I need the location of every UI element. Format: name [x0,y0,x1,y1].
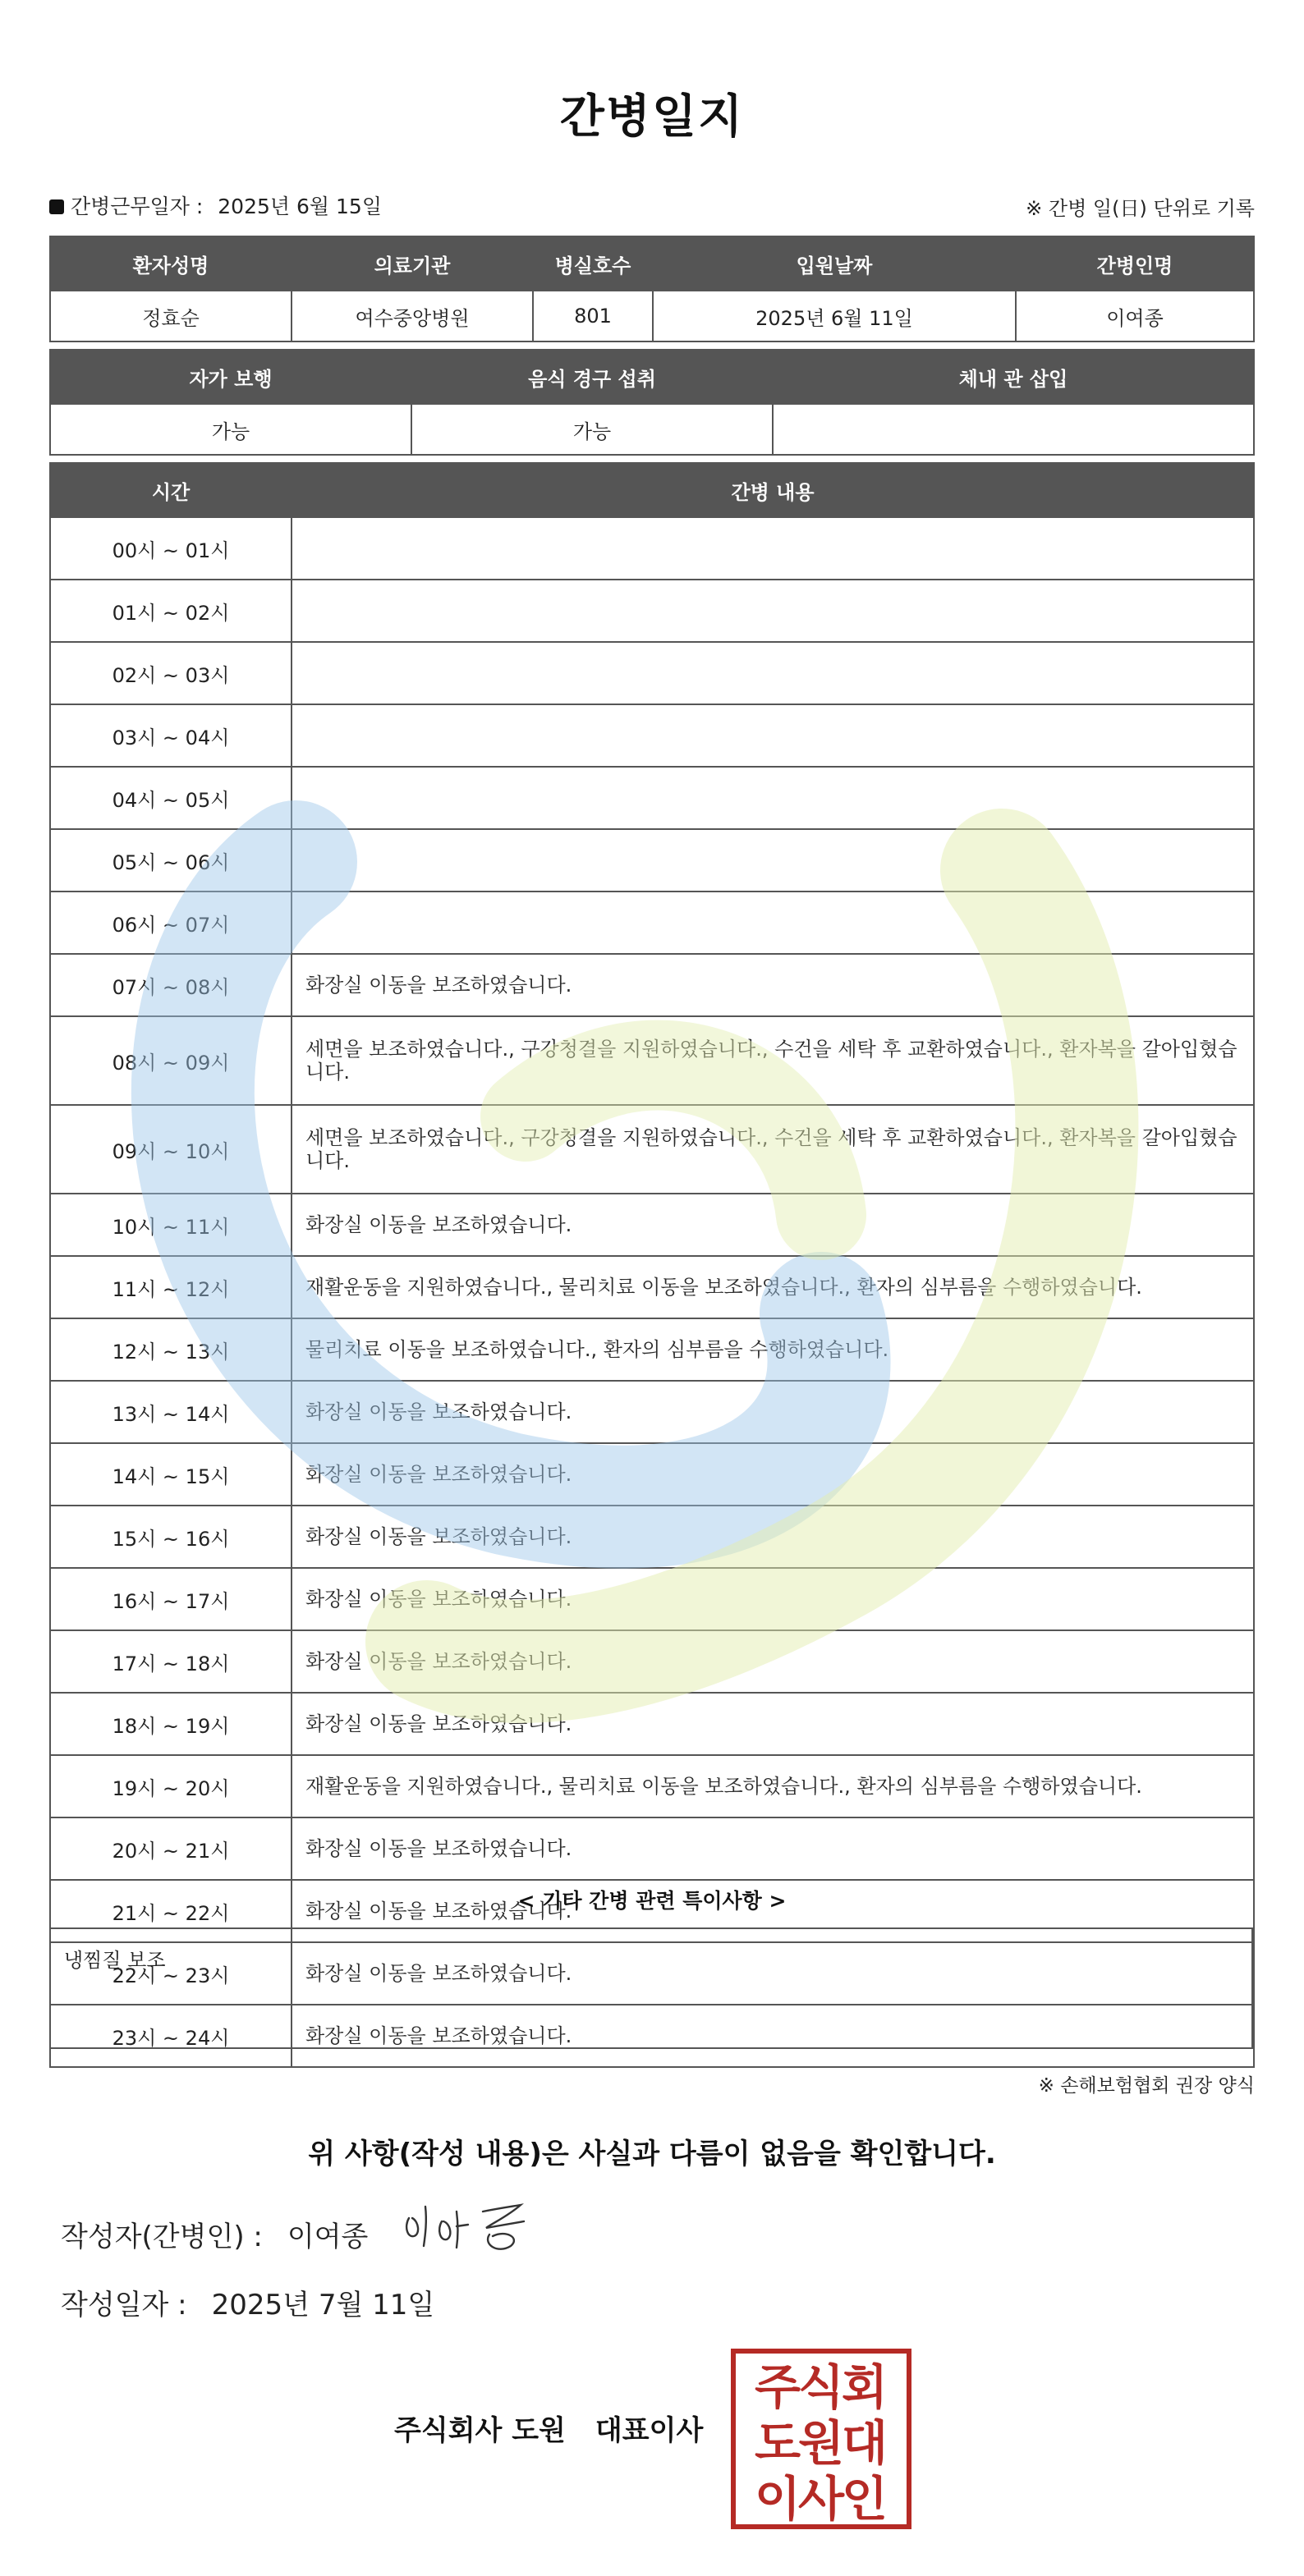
content-cell: 화장실 이동을 보조하였습니다. [292,1506,1254,1568]
special-notes-content: 냉찜질 보조 [64,1949,166,1972]
time-cell: 13시 ~ 14시 [50,1381,292,1443]
work-date-value: 2025년 6월 15일 [218,195,382,218]
content-cell: 화장실 이동을 보조하였습니다. [292,1194,1254,1256]
time-cell: 19시 ~ 20시 [50,1755,292,1817]
work-date-line [49,190,382,220]
time-cell: 07시 ~ 08시 [50,954,292,1016]
header-care-content: 간병 내용 [292,463,1254,517]
time-cell: 04시 ~ 05시 [50,767,292,829]
tube-insertion-value [773,404,1254,455]
svg-text:원: 원 [797,2415,845,2471]
content-cell [292,892,1254,954]
care-log-table [49,462,1255,2068]
header-self-walking: 자가 보행 [50,350,411,404]
content-cell [292,829,1254,892]
table-row [50,1194,1254,1256]
time-cell: 23시 ~ 24시 [50,2005,292,2067]
header-admission-date: 입원날짜 [653,236,1016,291]
svg-text:식: 식 [797,2359,845,2415]
time-cell: 11시 ~ 12시 [50,1256,292,1318]
table-row [50,704,1254,767]
header-caregiver-name: 간병인명 [1016,236,1254,291]
svg-text:도: 도 [754,2415,801,2471]
table-row [50,1318,1254,1381]
document-title: 간병일지 [559,90,745,144]
confirmation-statement: 위 사항(작성 내용)은 사실과 다름이 없음을 확인합니다. [308,2138,996,2170]
header-room-number: 병실호수 [533,236,653,291]
time-cell: 08시 ~ 09시 [50,1016,292,1105]
company-signature-line [394,2408,703,2448]
company-name: 주식회사 도원 [394,2414,566,2447]
svg-text:인: 인 [841,2471,888,2527]
header-hospital: 의료기관 [292,236,533,291]
svg-text:사: 사 [797,2471,845,2527]
time-cell: 18시 ~ 19시 [50,1693,292,1755]
table-row [50,580,1254,642]
self-walking-value: 가능 [50,404,411,455]
time-cell: 10시 ~ 11시 [50,1194,292,1256]
time-cell: 15시 ~ 16시 [50,1506,292,1568]
writer-label: 작성자(간병인) : [61,2221,263,2253]
time-cell: 21시 ~ 22시 [50,1880,292,1942]
time-cell: 16시 ~ 17시 [50,1568,292,1630]
content-cell [292,767,1254,829]
svg-text:대: 대 [841,2415,888,2471]
time-cell: 05시 ~ 06시 [50,829,292,892]
written-date-line [61,2282,434,2322]
patient-info-table [49,236,1255,342]
table-row [50,892,1254,954]
table-row [50,767,1254,829]
content-cell [292,704,1254,767]
caregiver-name: 이여종 [1016,291,1254,341]
table-row [50,1381,1254,1443]
table-row [50,1693,1254,1755]
header-time: 시간 [50,463,292,517]
content-cell: 재활운동을 지원하였습니다., 물리치료 이동을 보조하였습니다., 환자의 심부름을 수행하였습니다. [292,1755,1254,1817]
company-role: 대표이사 [595,2414,704,2447]
time-cell: 00시 ~ 01시 [50,517,292,580]
table-row [50,1755,1254,1817]
writer-line [61,2214,368,2254]
unit-note: ※ 간병 일(日) 단위로 기록 [1026,197,1255,220]
table-row [50,1506,1254,1568]
content-cell: 화장실 이동을 보조하였습니다. [292,1942,1254,2005]
oral-intake-value: 가능 [411,404,773,455]
work-date-label: 간병근무일자 : [71,195,204,218]
content-cell: 화장실 이동을 보조하였습니다. [292,1630,1254,1693]
time-cell: 01시 ~ 02시 [50,580,292,642]
content-cell: 화장실 이동을 보조하였습니다. [292,1568,1254,1630]
table-row [50,517,1254,580]
content-cell: 화장실 이동을 보조하였습니다. [292,1381,1254,1443]
admission-date: 2025년 6월 11일 [653,291,1016,341]
writer-name: 이여종 [287,2221,369,2253]
table-row [50,1630,1254,1693]
header-tube-insertion: 체내 관 삽입 [773,350,1254,404]
svg-text:이: 이 [754,2471,801,2527]
content-cell: 화장실 이동을 보조하였습니다. [292,1817,1254,1880]
table-row [50,1568,1254,1630]
content-cell: 화장실 이동을 보조하였습니다. [292,1880,1254,1942]
time-cell: 20시 ~ 21시 [50,1817,292,1880]
content-cell: 재활운동을 지원하였습니다., 물리치료 이동을 보조하였습니다., 환자의 심부름을 수행하였습니다. [292,1256,1254,1318]
content-cell: 화장실 이동을 보조하였습니다. [292,1693,1254,1755]
square-bullet-icon [49,199,64,214]
content-cell: 물리치료 이동을 보조하였습니다., 환자의 심부름을 수행하였습니다. [292,1318,1254,1381]
time-cell: 14시 ~ 15시 [50,1443,292,1506]
table-row [50,954,1254,1016]
special-notes-box [49,1927,1253,2049]
patient-status-table [49,349,1255,456]
content-cell: 세면을 보조하였습니다., 구강청결을 지원하였습니다., 수건을 세탁 후 교환하였습니다., 환자복을 갈아입혔습니다. [292,1016,1254,1105]
time-cell: 22시 ~ 23시 [50,1942,292,2005]
table-row [50,1817,1254,1880]
svg-text:주: 주 [754,2359,801,2415]
room-number: 801 [533,291,653,341]
header-patient-name: 환자성명 [50,236,292,291]
hospital-name: 여수중앙병원 [292,291,533,341]
svg-text:회: 회 [841,2359,888,2415]
content-cell: 화장실 이동을 보조하였습니다. [292,2005,1254,2067]
time-cell: 02시 ~ 03시 [50,642,292,704]
table-row [50,1016,1254,1105]
table-row [50,1443,1254,1506]
handwritten-signature [401,2193,549,2259]
form-source-note: ※ 손해보험협회 권장 양식 [1038,2075,1255,2097]
written-date-label: 작성일자 : [61,2289,187,2322]
time-cell: 12시 ~ 13시 [50,1318,292,1381]
header-oral-intake: 음식 경구 섭취 [411,350,773,404]
content-cell [292,642,1254,704]
table-row [50,642,1254,704]
written-date-value: 2025년 7월 11일 [211,2289,435,2322]
content-cell: 화장실 이동을 보조하였습니다. [292,954,1254,1016]
table-row [50,829,1254,892]
time-cell: 03시 ~ 04시 [50,704,292,767]
time-cell: 17시 ~ 18시 [50,1630,292,1693]
patient-name: 정효순 [50,291,292,341]
content-cell [292,580,1254,642]
content-cell: 화장실 이동을 보조하였습니다. [292,1443,1254,1506]
table-row [50,1256,1254,1318]
time-cell: 06시 ~ 07시 [50,892,292,954]
time-cell: 09시 ~ 10시 [50,1105,292,1194]
company-seal-stamp [728,2346,914,2532]
special-notes-title: < 기타 간병 관련 특이사항 > [517,1889,787,1913]
content-cell [292,517,1254,580]
table-row [50,1105,1254,1194]
content-cell: 세면을 보조하였습니다., 구강청결을 지원하였습니다., 수건을 세탁 후 교환하였습니다., 환자복을 갈아입혔습니다. [292,1105,1254,1194]
